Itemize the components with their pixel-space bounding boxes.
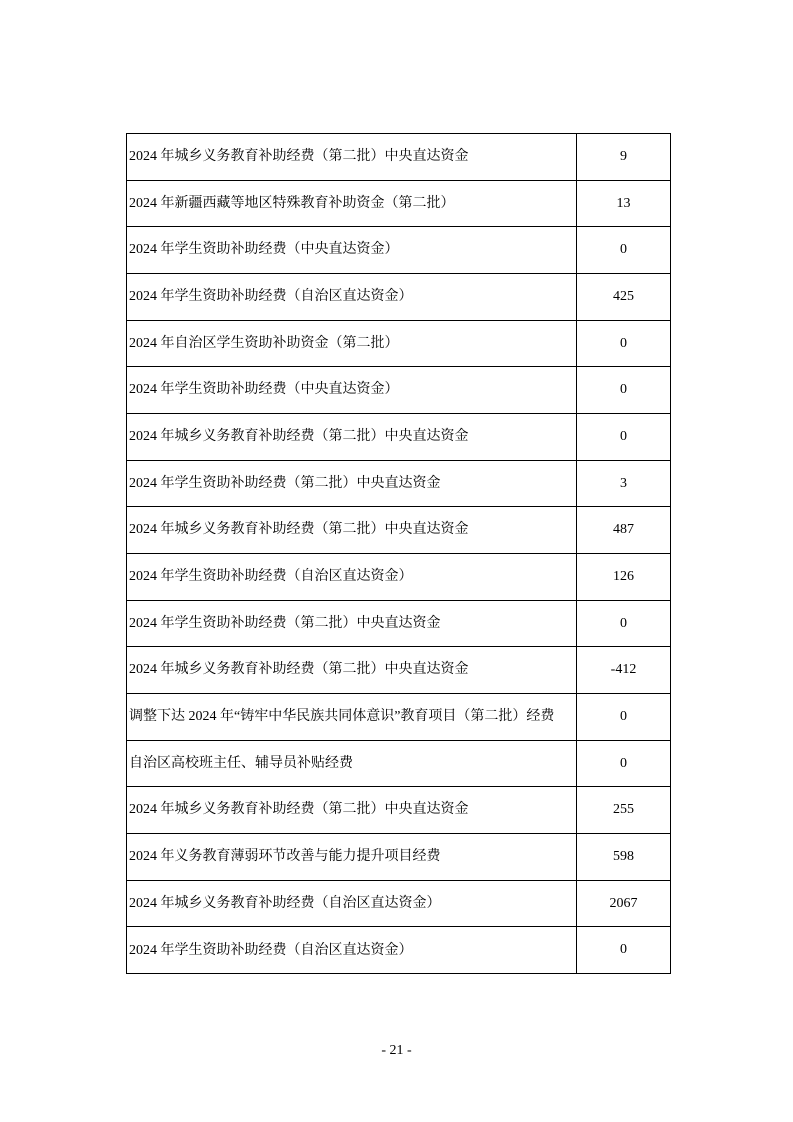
funding-item-label: 自治区高校班主任、辅导员补贴经费 <box>129 755 353 771</box>
funding-item-label: 2024 年学生资助补助经费（第二批）中央直达资金 <box>129 475 441 491</box>
table-row <box>127 786 670 833</box>
table-row <box>127 880 670 927</box>
table-row <box>127 740 670 787</box>
table-row <box>127 600 670 647</box>
funding-item-label: 2024 年城乡义务教育补助经费（第二批）中央直达资金 <box>129 522 469 538</box>
table-row <box>127 833 670 880</box>
funding-amount: 13 <box>576 181 670 227</box>
funding-item-label: 2024 年学生资助补助经费（第二批）中央直达资金 <box>129 615 441 631</box>
table-row <box>127 926 670 973</box>
table-row <box>127 506 670 553</box>
funding-table <box>126 133 671 974</box>
funding-item-label: 2024 年城乡义务教育补助经费（第二批）中央直达资金 <box>129 429 469 445</box>
table-row <box>127 366 670 413</box>
funding-amount: 9 <box>576 134 670 180</box>
funding-amount: 425 <box>576 274 670 320</box>
funding-item-label: 2024 年新疆西藏等地区特殊教育补助资金（第二批） <box>129 195 455 211</box>
table-row <box>127 226 670 273</box>
table-row <box>127 273 670 320</box>
funding-amount: 0 <box>576 601 670 647</box>
table-row <box>127 460 670 507</box>
table-row <box>127 180 670 227</box>
funding-item-label: 2024 年学生资助补助经费（中央直达资金） <box>129 382 399 398</box>
funding-item-label: 2024 年学生资助补助经费（自治区直达资金） <box>129 289 413 305</box>
funding-item-label: 2024 年义务教育薄弱环节改善与能力提升项目经费 <box>129 849 441 865</box>
table-row <box>127 134 670 180</box>
funding-amount: 0 <box>576 741 670 787</box>
funding-amount: 0 <box>576 367 670 413</box>
funding-amount: 0 <box>576 414 670 460</box>
funding-item-label: 2024 年学生资助补助经费（中央直达资金） <box>129 242 399 258</box>
table-row <box>127 553 670 600</box>
table-row <box>127 320 670 367</box>
funding-amount: 2067 <box>576 881 670 927</box>
table-row <box>127 693 670 740</box>
funding-item-label: 2024 年城乡义务教育补助经费（自治区直达资金） <box>129 895 441 911</box>
funding-amount: 0 <box>576 927 670 973</box>
funding-item-label: 2024 年学生资助补助经费（自治区直达资金） <box>129 569 413 585</box>
funding-item-label: 调整下达 2024 年“铸牢中华民族共同体意识”教育项目（第二批）经费 <box>129 709 555 725</box>
funding-item-label: 2024 年城乡义务教育补助经费（第二批）中央直达资金 <box>129 802 469 818</box>
funding-item-label: 2024 年城乡义务教育补助经费（第二批）中央直达资金 <box>129 149 469 165</box>
page-number: - 21 - <box>381 1043 412 1058</box>
funding-amount: -412 <box>576 647 670 693</box>
funding-item-label: 2024 年自治区学生资助补助资金（第二批） <box>129 335 399 351</box>
funding-amount: 126 <box>576 554 670 600</box>
funding-amount: 0 <box>576 321 670 367</box>
table-row <box>127 413 670 460</box>
funding-amount: 255 <box>576 787 670 833</box>
funding-item-label: 2024 年学生资助补助经费（自治区直达资金） <box>129 942 413 958</box>
funding-amount: 0 <box>576 694 670 740</box>
funding-amount: 598 <box>576 834 670 880</box>
funding-amount: 0 <box>576 227 670 273</box>
funding-amount: 3 <box>576 461 670 507</box>
table-row <box>127 646 670 693</box>
funding-item-label: 2024 年城乡义务教育补助经费（第二批）中央直达资金 <box>129 662 469 678</box>
funding-amount: 487 <box>576 507 670 553</box>
